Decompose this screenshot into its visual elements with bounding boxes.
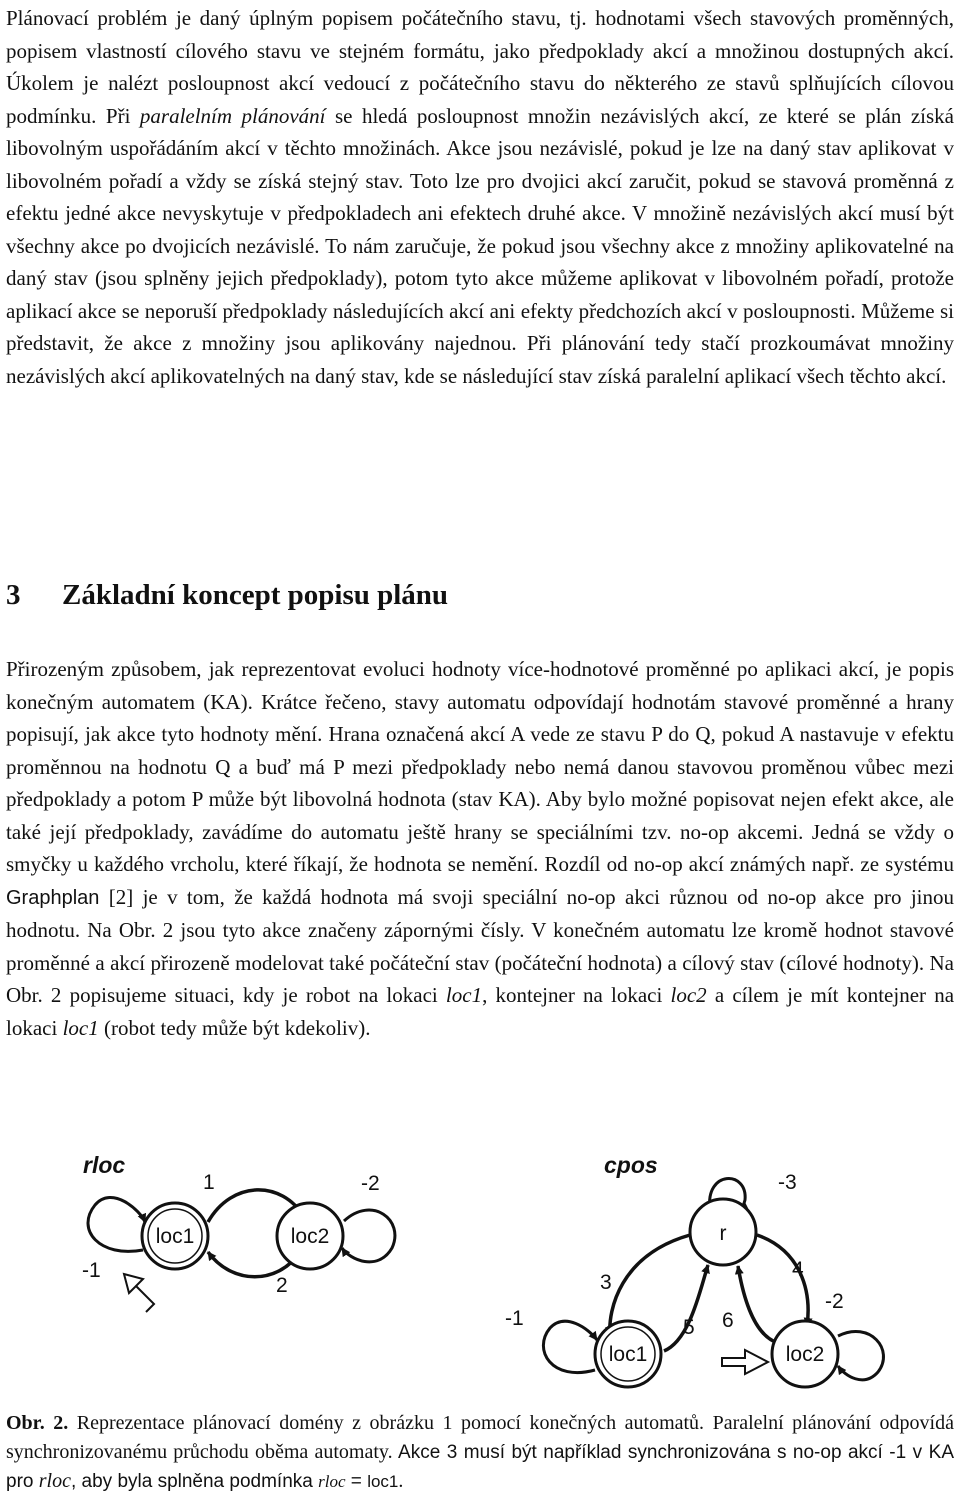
loop-label: -1 (505, 1307, 524, 1330)
paragraph-parallel-planning (6, 2, 954, 392)
edge-label: 5 (683, 1316, 695, 1339)
initial-state-arrow-icon (124, 1274, 154, 1312)
text-run: se hledá posloupnost množin nezávislých akcí, ze které se plán získá libovolným uspořádáním akcí v těchto množinách. Akce jsou nezávislé, pokud je lze na daný stav aplikovat v libovolném pořadí a vždy se získá stejný stav. (6, 103, 955, 193)
condition-value: loc1 (367, 1472, 399, 1491)
loop-label: -1 (82, 1259, 101, 1282)
edge-label: 1 (203, 1171, 215, 1194)
edge-label: 2 (276, 1274, 288, 1297)
term-rloc: rloc (38, 1470, 71, 1492)
text-run: , aby byla splněna podmínka (70, 1471, 319, 1492)
state-label: r (719, 1222, 727, 1245)
loop-label: -3 (778, 1171, 797, 1194)
paragraph-basic-concept (6, 653, 954, 1044)
system-name: Graphplan (6, 886, 100, 909)
figure-caption (6, 1409, 954, 1496)
term-loc1: loc1 (445, 983, 483, 1007)
section-number: 3 (6, 579, 21, 611)
text-run: Reprezentace plánovací domény z obrázku 1 pomocí konečných automatů. Paralelní plánování odpovídá synchronizovanému průchodu oběma automaty. (6, 1412, 954, 1463)
condition-variable: rloc (318, 1472, 346, 1491)
text-run: Plánovací problém je daný úplným popisem počátečního stavu, tj. hodnotami všech stavových proměnných, popisem vlastností cílového stavu ve stejném formátu, jako předpoklady akcí a množinou dostupných akcí. Úkolem je nalézt posloupnost akcí vedoucí z počátečního stavu do některého ze stavů splňujících cílovou podmínku. Při (6, 6, 954, 128)
edge-label: 6 (722, 1309, 734, 1332)
edge-label: 3 (600, 1271, 612, 1294)
initial-state-arrow-icon (722, 1350, 768, 1374)
text-run: [2] je v tom, že každá hodnota má svoji speciální no-op akci různou od no-op akce pro jinou hodnotu. Na Obr. 2 jsou tyto akce značeny zápornými čísly. V konečném automatu lze kromě hodnot stavové proměnné a akcí přirozeně modelovat také počáteční stav (počáteční hodnota) a cílový stav (cílové hodnoty). Na Obr. 2 popisujeme situaci, kdy je robot na lokaci (6, 884, 954, 1007)
text-run: (robot tedy může být kdekoliv). (98, 1015, 371, 1040)
state-label: loc1 (608, 1343, 648, 1366)
automaton-title-rloc: rloc (83, 1152, 126, 1178)
automaton-title-cpos: cpos (604, 1152, 658, 1178)
term-loc2: loc2 (670, 983, 707, 1007)
state-label: loc1 (155, 1225, 195, 1248)
text-run: . (398, 1470, 404, 1492)
loop-cpos-loc1 (543, 1321, 597, 1372)
text-run: Přirozeným způsobem, jak reprezentovat evoluci hodnoty více-hodnotové proměnné po aplikaci akcí, je popis konečným automatem (KA). Krátce řečeno, stavy automatu odpovídají hodnotám stavové proměnné a hrany popisují, jak akce tyto hodnoty mění. Hrana označená akcí A vede ze stavu P do Q, pokud A nastavuje v efektu proměnnou na hodnotu Q a buď má P mezi předpoklady nebo nemá danou stavovou proměnou vůbec mezi předpoklady a potom P může být libovolná hodnota (stav KA). Aby bylo možné popisovat nejen efekt akce, ale také její předpoklady, zavádíme do automatu ještě hrany se speciálními tzv. no-op akcemi. Jedná se vždy o smyčky u každého vrcholu, které říkají, že hodnota se nemění. Rozdíl od no-op akcí známých např. ze systému (6, 657, 954, 876)
text-run: a cílem je mít kontejner na lokaci (6, 983, 955, 1040)
condition-operator: = (345, 1471, 368, 1492)
text-run: , kontejner na lokaci (482, 983, 671, 1007)
loop-cpos-loc2 (838, 1331, 883, 1379)
edge-cpos-loc2-r (738, 1266, 778, 1343)
section-heading (6, 575, 448, 615)
loop-label: -2 (361, 1172, 380, 1195)
loop-rloc-loc1 (88, 1197, 145, 1251)
text-run: Akce 3 musí být například synchronizována s no-op akcí -1 v KA pro (6, 1442, 954, 1492)
edge-label: 4 (792, 1258, 804, 1281)
state-label: loc2 (785, 1343, 825, 1366)
caption-label: Obr. 2. (6, 1412, 69, 1434)
term-loc1: loc1 (62, 1015, 99, 1040)
text-run: Toto lze pro dvojici akcí zaručit, pokud se stavová proměnná z efektu jedné akce nevyskytuje v předpokladech ani efektech druhé akce. V množině nezávislých akcí musí být všechny akce po dvojicích nezávislé. To nám zaručuje, že pokud jsou všechny akce z množiny aplikovatelné na daný stav (jsou splněny jejich předpoklady), potom tyto akce můžeme aplikovat v libovolném pořadí, protože aplikací akce se neporuší předpoklady následujících akcí ani efekty předchozích akcí v posloupnosti. Můžeme si představit, že akce z množiny jsou aplikovány najednou. Při plánování tedy stačí prozkoumávat množiny nezávislých akcí aplikovatelných na daný stav, kde se následující stav získá paralelní aplikací všech těchto akcí. (6, 168, 954, 388)
figure-automata (0, 1140, 960, 1400)
loop-label: -2 (825, 1290, 844, 1313)
term-parallel-planning: paralelním plánování (139, 103, 326, 128)
edge-cpos-r-loc1 (610, 1235, 690, 1335)
section-title: Základní koncept popisu plánu (62, 579, 449, 611)
loop-rloc-loc2 (342, 1210, 395, 1262)
state-label: loc2 (290, 1225, 330, 1248)
automata-diagram (0, 1140, 960, 1400)
